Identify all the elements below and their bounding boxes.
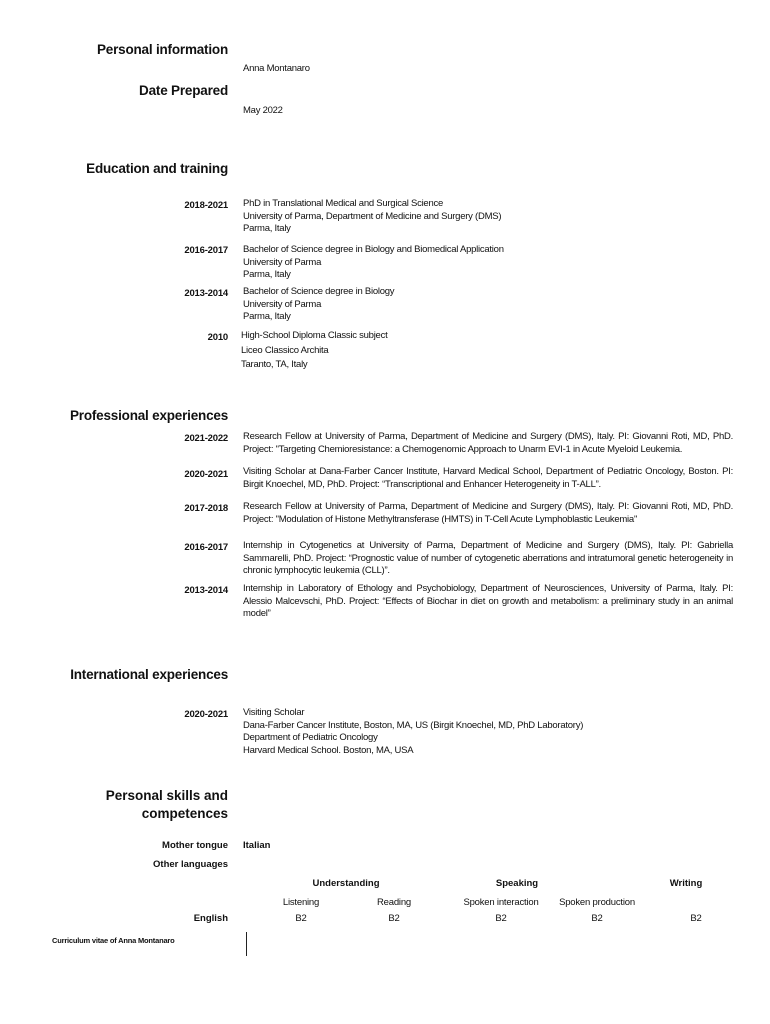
international-role: Visiting Scholar [243, 707, 305, 718]
section-title-personal-skills [106, 787, 228, 823]
education-institution: Liceo Classico Archita [241, 344, 329, 356]
subheader-listening: Listening [282, 897, 320, 908]
language-name: English [193, 913, 228, 924]
subheader-reading: Reading [377, 897, 411, 908]
footer-divider [246, 932, 247, 956]
education-institution: University of Parma [243, 256, 322, 268]
header-understanding: Understanding [312, 878, 380, 889]
education-location: Taranto, TA, Italy [241, 359, 308, 370]
experience-entry [243, 466, 733, 491]
experience-entry [243, 431, 733, 456]
level-spoken-production: B2 [591, 913, 603, 924]
person-name: Anna Montanaro [243, 63, 310, 74]
education-years: 2010 [207, 332, 228, 343]
section-title-education: Education and training [86, 161, 228, 176]
experience-entry [243, 501, 733, 526]
level-reading: B2 [388, 913, 400, 924]
header-writing: Writing [669, 878, 703, 889]
international-years: 2020-2021 [184, 709, 228, 720]
education-years: 2016-2017 [184, 245, 228, 256]
experience-description: Internship in Laboratory of Ethology and Psychobiology, Department of Neurosciences, University of Parma, Italy. PI: Alessio Malcevschi, PhD. Project: “Effects of Biochar in diet on growth and metabolism: a preliminary study in an animal model” [243, 583, 733, 619]
experience-years: 2013-2014 [184, 585, 228, 596]
subheader-spoken-production: Spoken production [559, 897, 635, 908]
subheader-spoken-interaction: Spoken interaction [463, 897, 539, 908]
education-degree: High-School Diploma Classic subject [241, 330, 388, 341]
experience-years: 2020-2021 [184, 469, 228, 480]
education-entry [241, 329, 731, 373]
experience-years: 2017-2018 [184, 503, 228, 514]
education-years: 2018-2021 [184, 200, 228, 211]
experience-description: Visiting Scholar at Dana-Farber Cancer Institute, Harvard Medical School, Department of Pediatric Oncology, Boston. PI: Birgit Knoechel, MD, PhD. Project: “Transcriptional and Enhancer Heterogeneity in T-ALL”. [243, 466, 733, 490]
mother-tongue-value: Italian [243, 840, 271, 851]
level-listening: B2 [295, 913, 307, 924]
international-institution: Dana-Farber Cancer Institute, Boston, MA, US (Birgit Knoechel, MD, PhD Laboratory) [243, 719, 584, 731]
experience-years: 2016-2017 [184, 542, 228, 553]
education-entry [243, 198, 733, 236]
education-location: Parma, Italy [243, 223, 291, 234]
header-speaking: Speaking [495, 878, 539, 889]
experience-entry [243, 540, 733, 578]
level-spoken-interaction: B2 [495, 913, 507, 924]
section-title-international-experiences: International experiences [70, 667, 228, 682]
international-department: Department of Pediatric Oncology [243, 732, 378, 743]
education-entry [243, 286, 733, 324]
level-writing: B2 [690, 913, 702, 924]
education-institution: University of Parma [243, 298, 322, 310]
education-location: Parma, Italy [243, 269, 291, 280]
section-title-personal-information: Personal information [96, 42, 228, 57]
education-degree: Bachelor of Science degree in Biology [243, 286, 395, 297]
date-prepared-value: May 2022 [243, 105, 283, 116]
experience-description: Research Fellow at University of Parma, Department of Medicine and Surgery (DMS), Italy. PI: Giovanni Roti, MD, PhD. Project: "Modulation of Histone Methyltransferase (HMTS) in T-Cell Acute Lymphoblastic Leukemia" [243, 501, 733, 525]
international-entry [243, 707, 733, 757]
experience-description: Internship in Cytogenetics at University of Parma, Department of Medicine and Surgery (DMS), Italy. PI: Gabriella Sammarelli, PhD. Project: “Prognostic value of number of cytogenetic aberrations and intratumoral genetic heterogeneity in chronic lymphocytic leukemia (CLL)”. [243, 540, 733, 576]
section-title-date-prepared: Date Prepared [139, 83, 228, 98]
education-degree: PhD in Translational Medical and Surgical Science [243, 198, 444, 209]
experience-entry [243, 583, 733, 621]
education-degree: Bachelor of Science degree in Biology and Biomedical Application [243, 244, 504, 255]
experience-description: Research Fellow at University of Parma, Department of Medicine and Surgery (DMS), Italy. PI: Giovanni Roti, MD, PhD. Project: "Targeting Chemioresistance: a Chemogenomic Approach to Unarm EVI-1 in Acute Myeloid Leukemia. [243, 431, 733, 455]
education-years: 2013-2014 [184, 288, 228, 299]
education-entry [243, 244, 733, 282]
section-title-professional-experiences: Professional experiences [69, 408, 228, 423]
footer-text: Curriculum vitae of Anna Montanaro [52, 936, 175, 945]
international-school: Harvard Medical School. Boston, MA, USA [243, 744, 414, 756]
mother-tongue-label: Mother tongue [162, 840, 228, 851]
education-institution: University of Parma, Department of Medicine and Surgery (DMS) [243, 210, 502, 222]
other-languages-label: Other languages [153, 859, 228, 870]
experience-years: 2021-2022 [184, 433, 228, 444]
skills-title-line2: competences [141, 806, 228, 821]
education-location: Parma, Italy [243, 311, 291, 322]
skills-title-line1: Personal skills and [105, 788, 228, 803]
